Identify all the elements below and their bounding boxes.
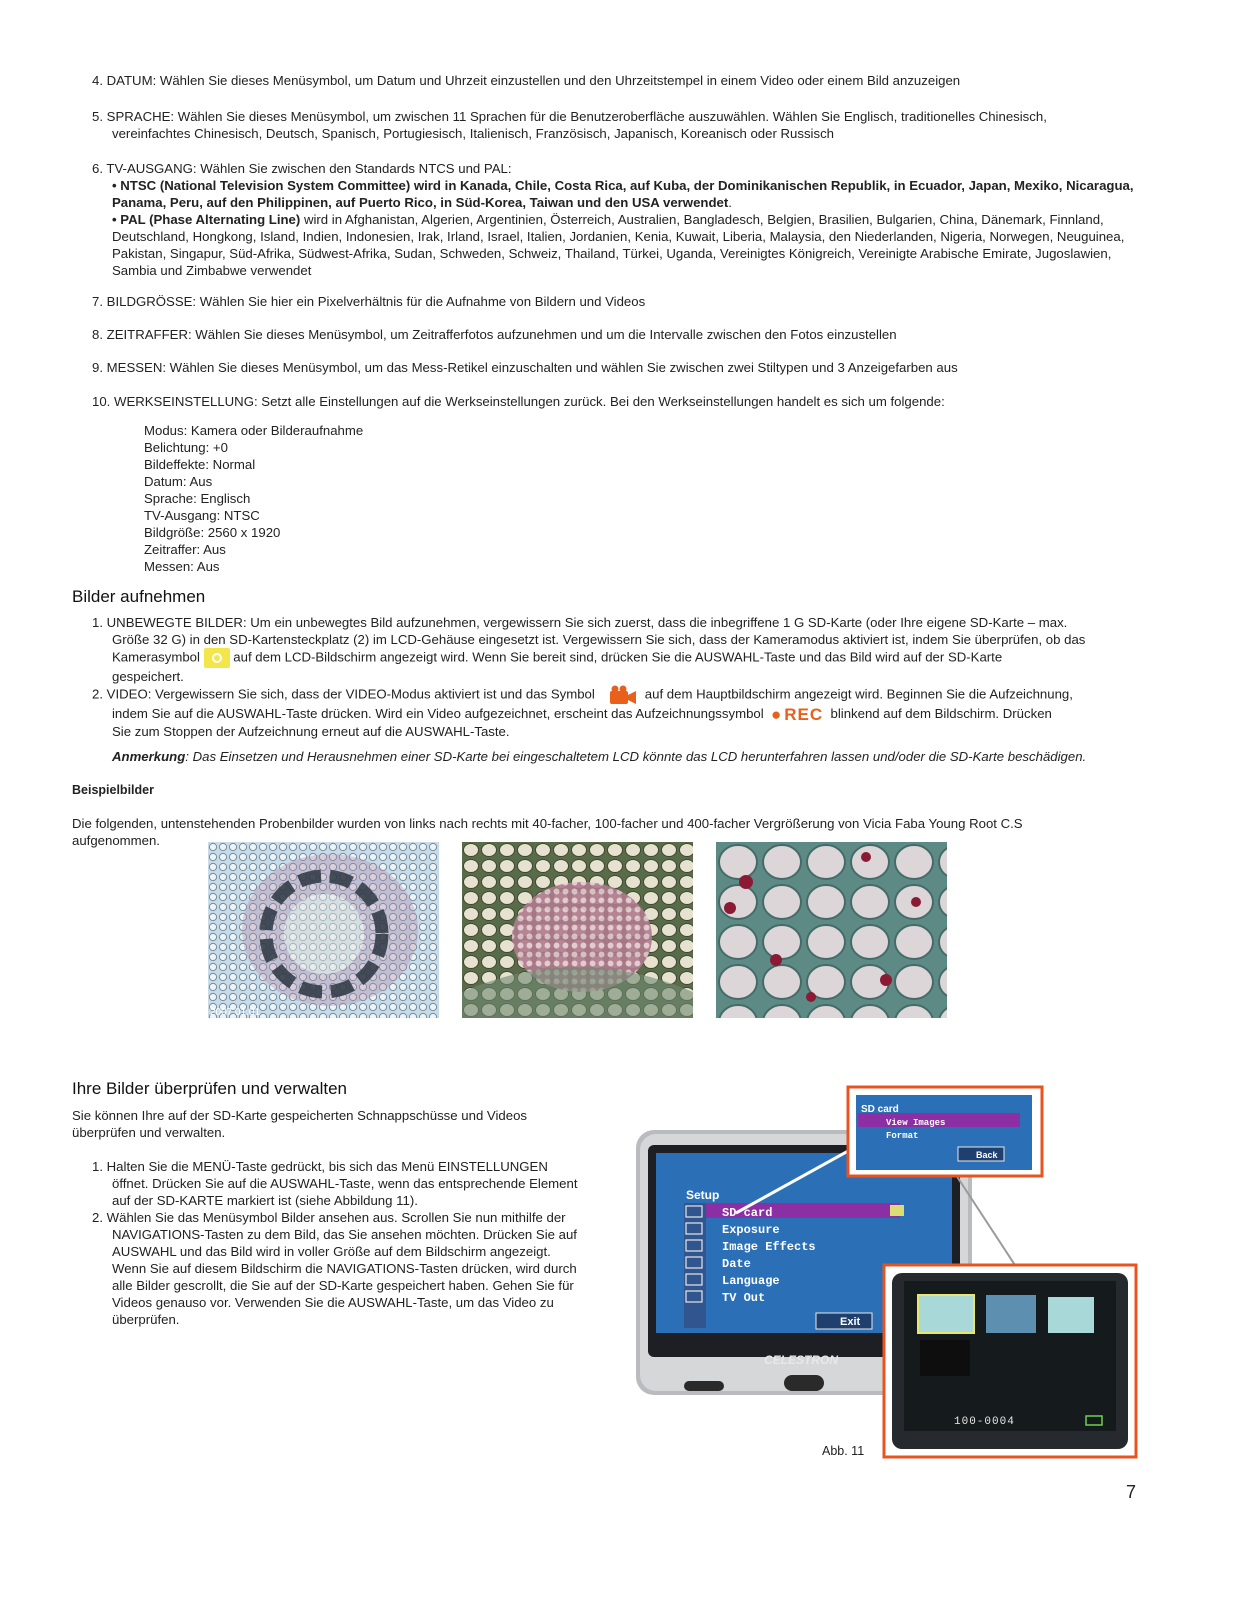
- video-line1-a: 2. VIDEO: Vergewissern Sie sich, dass der VIDEO-Modus aktiviert ist und das Symbol: [92, 686, 595, 702]
- review-intro: [72, 1107, 632, 1141]
- item-zeitraffer: 8. ZEITRAFFER: Wählen Sie dieses Menüsymbol, um Zeitrafferfotos aufzunehmen und um die Intervalle zwischen den Fotos einzustellen: [92, 327, 897, 342]
- step2-line: NAVIGATIONS-Tasten zu dem Bild, das Sie ansehen möchten. Drücken Sie auf: [112, 1227, 577, 1242]
- date-stamp: 2007.01.01: [210, 1007, 261, 1018]
- back-label: Back: [976, 1150, 998, 1160]
- item-werkseinstellung: 10. WERKSEINSTELLUNG: Setzt alle Einstellungen auf die Werkseinstellungen zurück. Bei den Werkseinstellungen handelt es sich um folgende:: [92, 394, 945, 409]
- video-line1-b: auf dem Hauptbildschirm angezeigt wird. Beginnen Sie die Aufzeichnung,: [644, 686, 1073, 702]
- step1-line: öffnet. Drücken Sie auf die AUSWAHL-Taste, wenn das entsprechende Element: [112, 1176, 578, 1191]
- default-entry: Belichtung: +0: [144, 440, 228, 455]
- thumbnail: [986, 1295, 1036, 1333]
- item-sprache: [92, 108, 1152, 142]
- setup-title: Setup: [686, 1188, 720, 1202]
- video-line1: [92, 685, 1152, 705]
- thumbnail: [1048, 1297, 1094, 1333]
- section-heading-bilder-verwalten: Ihre Bilder überprüfen und verwalten: [72, 1079, 347, 1098]
- menu-item-image-effects: Image Effects: [722, 1240, 816, 1254]
- exit-label: Exit: [840, 1316, 861, 1328]
- thumbnail-selected: [918, 1295, 974, 1333]
- default-entry: Bildgröße: 2560 x 1920: [144, 525, 281, 540]
- ntsc-text: • NTSC (National Television System Committee) wird in Kanada, Chile, Costa Rica, auf Kuba, der Dominikanischen Republik, in Ecuador, Japan, Mexiko, Nicaragua, Panama, Peru, auf den Philippinen, auf Puerto Rico, in Süd-Korea, Taiwan und den USA verwendet: [112, 178, 1134, 210]
- review-intro-line1: Sie können Ihre auf der SD-Karte gespeicherten Schnappschüsse und Videos: [72, 1108, 528, 1123]
- menu-item-tv-out: TV Out: [722, 1291, 766, 1305]
- file-number: 100-0004: [954, 1416, 1015, 1428]
- default-entry: Datum: Aus: [144, 474, 213, 489]
- default-entry: Zeitraffer: Aus: [144, 542, 226, 557]
- step2-line: überprüfen.: [112, 1312, 180, 1327]
- default-entry: Messen: Aus: [144, 559, 220, 574]
- sample-description-line1: Die folgenden, untenstehenden Probenbilder wurden von links nach rechts mit 40-facher, 100-facher und 400-facher Vergrößerung von Vicia Faba Young Root C.S: [72, 816, 1023, 831]
- figure-caption: Abb. 11: [822, 1444, 865, 1458]
- video-line3: Sie zum Stoppen der Aufzeichnung erneut auf die AUSWAHL-Taste.: [112, 724, 510, 740]
- default-entry: Bildeffekte: Normal: [144, 457, 256, 472]
- step2-line: alle Bilder gescrollt, die Sie auf der SD-Karte gespeichert haben. Gehen Sie für: [112, 1278, 574, 1293]
- step2-line: Videos genauso vor. Verwenden Sie die AUSWAHL-Taste, um das Video zu: [112, 1295, 554, 1310]
- note: [112, 748, 1172, 765]
- review-step-1: [92, 1158, 612, 1209]
- review-step-2: [92, 1209, 612, 1328]
- sample-image-40x: [208, 842, 439, 1018]
- thumbnail: [920, 1340, 970, 1376]
- menu-item-exposure: Exposure: [722, 1223, 780, 1237]
- video-line2-b: blinkend auf dem Bildschirm. Drücken: [830, 706, 1052, 721]
- item-datum: 4. DATUM: Wählen Sie dieses Menüsymbol, um Datum und Uhrzeit einzustellen und den Uhrzeitstempel in einem Video oder einem Bild anzuzeigen: [92, 73, 961, 88]
- brand-logo: CELESTRON: [764, 1353, 839, 1367]
- item-sprache-line1: 5. SPRACHE: Wählen Sie dieses Menüsymbol, um zwischen 11 Sprachen für die Benutzeroberfläche auszuwählen. Wählen Sie Englisch, traditionelles Chinesisch,: [92, 109, 1047, 124]
- default-entry: Modus: Kamera oder Bilderaufnahme: [144, 423, 364, 438]
- video-line2: [92, 705, 1152, 723]
- ntsc-paragraph: • NTSC (National Television System Committee) wird in Kanada, Chile, Costa Rica, auf Kuba, der Dominikanischen Republik, in Ecuador, Japan, Mexiko, Nicaragua, Panama, Peru, auf den Philippinen, auf Puerto Rico, in Süd-Korea, Taiwan und den USA verwendet.: [112, 178, 1134, 210]
- sd-popup-title: SD card: [861, 1104, 899, 1115]
- menu-item-date: Date: [722, 1257, 751, 1271]
- still-line3: [92, 648, 1152, 668]
- sample-image-100x: [462, 842, 693, 1018]
- item-sprache-line2: vereinfachtes Chinesisch, Deutsch, Spanisch, Portugiesisch, Italienisch, Französisch, Japanisch, Koreanisch oder Russisch: [112, 126, 834, 141]
- item-messen: 9. MESSEN: Wählen Sie dieses Menüsymbol, um das Mess-Retikel einzuschalten und wählen Sie zwischen zwei Stiltypen und 3 Anzeigefarben aus: [92, 360, 958, 375]
- defaults-list: [144, 422, 363, 575]
- sample-image-400x: [716, 842, 947, 1018]
- step1-line: 1. Halten Sie die MENÜ-Taste gedrückt, bis sich das Menü EINSTELLUNGEN: [92, 1159, 548, 1174]
- capture-instructions: [92, 614, 1152, 740]
- page-number: 7: [1126, 1482, 1137, 1502]
- step2-line: AUSWAHL und das Bild wird in voller Größe auf dem Bildschirm angezeigt.: [112, 1244, 551, 1259]
- still-line3-b: auf dem LCD-Bildschirm angezeigt wird. Wenn Sie bereit sind, drücken Sie die AUSWAHL-Taste und das Bild wird auf der SD-Karte: [233, 649, 1003, 665]
- note-text: : Das Einsetzen und Herausnehmen einer SD-Karte bei eingeschaltetem LCD könnte das LCD herunterfahren lassen und/oder die SD-Karte beschädigen.: [185, 749, 1087, 764]
- still-line3-a: Kamerasymbol: [112, 649, 200, 665]
- sd-popup-view-images: View Images: [886, 1118, 946, 1128]
- menu-item-sd-card: SD card: [722, 1206, 773, 1220]
- item-tv-ausgang: [92, 160, 1152, 279]
- still-line2: Größe 32 G) in den SD-Kartensteckplatz (2) im LCD-Gehäuse eingesetzt ist. Vergewissern Sie sich, dass der Kameramodus aktiviert ist, indem Sie überprüfen, ob das: [112, 632, 1086, 647]
- pal-label: • PAL (Phase Alternating Line): [112, 212, 301, 227]
- record-icon: ● REC: [771, 706, 823, 723]
- section-heading-bilder-aufnehmen: Bilder aufnehmen: [72, 587, 206, 606]
- default-entry: Sprache: Englisch: [144, 491, 251, 506]
- step1-line: auf der SD-KARTE markiert ist (siehe Abbildung 11).: [112, 1193, 418, 1208]
- note-label: Anmerkung: [112, 749, 186, 764]
- default-entry: TV-Ausgang: NTSC: [144, 508, 260, 523]
- step2-line: Wenn Sie auf diesem Bildschirm die NAVIGATIONS-Tasten drücken, wird durch: [112, 1261, 577, 1276]
- still-line1: 1. UNBEWEGTE BILDER: Um ein unbewegtes Bild aufzunehmen, vergewissern Sie sich zuerst, dass die inbegriffene 1 G SD-Karte (oder Ihre eigene SD-Karte – max.: [92, 615, 1068, 630]
- subheading-beispielbilder: Beispielbilder: [72, 783, 154, 797]
- camera-icon: [204, 648, 230, 668]
- item-bildgroesse: 7. BILDGRÖSSE: Wählen Sie hier ein Pixelverhältnis für die Aufnahme von Bildern und Videos: [92, 294, 646, 309]
- still-line4: gespeichert.: [112, 669, 184, 684]
- video-line2-a: indem Sie auf die AUSWAHL-Taste drücken. Wird ein Video aufgezeichnet, erscheint das Aufzeichnungssymbol: [112, 706, 764, 721]
- review-intro-line2: überprüfen und verwalten.: [72, 1125, 226, 1140]
- step2-line: 2. Wählen Sie das Menüsymbol Bilder ansehen aus. Scrollen Sie nun mithilfe der: [92, 1210, 566, 1225]
- figure-11-device: [636, 1085, 1141, 1460]
- video-camera-icon: [609, 685, 637, 705]
- pal-paragraph: [92, 211, 1152, 279]
- menu-item-language: Language: [722, 1274, 780, 1288]
- sample-description-line2: aufgenommen.: [72, 833, 160, 848]
- item-tv-ausgang-title: 6. TV-AUSGANG: Wählen Sie zwischen den Standards NTCS und PAL:: [92, 161, 512, 176]
- sd-popup-format: Format: [886, 1131, 919, 1141]
- pal-text: wird in Afghanistan, Algerien, Argentinien, Österreich, Australien, Bangladesch, Belgien, Brasilien, Bulgarien, China, Dänemark, Finnland, Deutschland, Hongkong, Island, Indien, Indonesien, Irak, Irland, Israel, Italien, Jordanien, Kenia, Kuwait, Liberia, Malaysia, den Niederlanden, Nigeria, Norwegen, Neuguinea, Pakistan, Singapur, Süd-Afrika, Südwest-Afrika, Sudan, Schweden, Schweiz, Thailand, Türkei, Uganda, Vereinigtes Königreich, Vereinigte Arabische Emirate, Jugoslawien, Sambia und Zimbabwe verwendet: [112, 212, 1125, 278]
